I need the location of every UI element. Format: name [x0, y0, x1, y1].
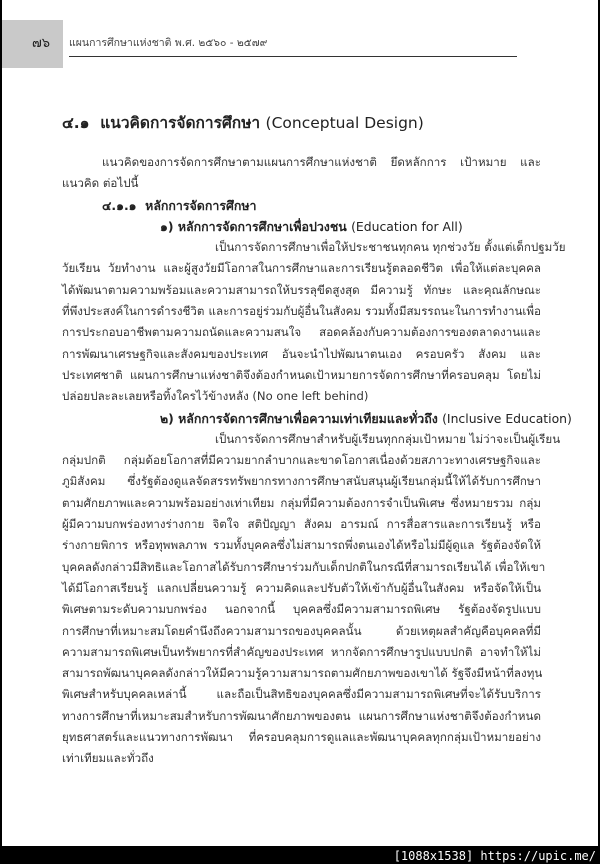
subsection-title: หลักการจัดการศึกษา: [145, 197, 257, 213]
text-line: ร่างกายพิการ หรือทุพพลภาพ รวมทั้งบุคคลซึ่งไม่สามารถพึ่งตนเองได้หรือไม่มีผู้ดูแล รัฐต้องจัดให้: [62, 538, 541, 553]
body-text: [62, 152, 572, 770]
principle-1-label-en: (Education for All): [351, 218, 463, 234]
section-title-en: (Conceptual Design): [265, 114, 424, 132]
principle-1-heading: [62, 216, 541, 237]
text-line: สามารถพัฒนาบุคคลดังกล่าวให้มีความรู้ความสามารถตามศักยภาพของเขาได้ รัฐจึงมีหน้าที่ลงทุน: [62, 666, 543, 681]
text-line: ตามศักยภาพและความพร้อมอย่างเท่าเทียม กลุ่มที่มีความต้องการจำเป็นพิเศษ ซึ่งหมายรวม กลุ่ม: [62, 495, 541, 510]
section-title: แนวคิดการจัดการศึกษา: [100, 114, 261, 132]
text-line: พิเศษสำหรับบุคคลเหล่านี้ และถือเป็นสิทธิของบุคคลซึ่งมีความสามารถพิเศษที่จะได้รับบริการ: [62, 687, 541, 702]
text-line: ภูมิสังคม ซึ่งรัฐต้องดูแลจัดสรรทรัพยากรทางการศึกษาสนับสนุนผู้เรียนกลุ่มนี้ให้ได้รับการศึกษา: [62, 474, 541, 489]
principle-2-label: ๒) หลักการจัดการศึกษาเพื่อความเท่าเทียมและทั่วถึง: [160, 410, 438, 426]
text-line: กลุ่มปกติ กลุ่มด้อยโอกาสที่มีความยากลำบากและขาดโอกาสเนื่องด้วยสภาวะทางเศรษฐกิจและ: [62, 453, 541, 468]
text-line: แนวคิด ต่อไปนี้: [62, 176, 139, 191]
text-line: เท่าเทียมและทั่วถึง: [62, 751, 154, 766]
text-line: ได้พัฒนาตามความพร้อมและความสามารถให้บรรลุขีดสูงสุด มีความรู้ ทักษะ และคุณลักษณะ: [62, 282, 541, 297]
text-line: ผู้มีความบกพร่องทางร่างกาย จิตใจ สติปัญญา สังคม อารมณ์ การสื่อสารและการเรียนรู้ หรือ: [62, 517, 541, 532]
section-number: ๔.๑: [62, 114, 90, 132]
document-page: [2, 0, 598, 846]
principle-2-heading: [62, 408, 572, 429]
text-line: ที่พึงประสงค์ในการดำรงชีวิต และการอยู่ร่วมกับผู้อื่นในสังคม รวมทั้งมีสมรรถนะในการทำงานเพื่อ: [62, 304, 541, 319]
text-line: ประเทศชาติ แผนการศึกษาแห่งชาติจึงต้องกำหนดเป้าหมายการจัดการศึกษาที่ครอบคลุม โดยไม่: [62, 367, 541, 382]
text-line: เป็นการจัดการศึกษาสำหรับผู้เรียนทุกกลุ่มเป้าหมาย ไม่ว่าจะเป็นผู้เรียน: [215, 431, 561, 446]
text-line: การศึกษาที่เหมาะสมโดยคำนึงถึงความสามารถของบุคคลนั้น ด้วยเหตุผลสำคัญคือบุคคลที่มี: [62, 623, 541, 638]
section-heading: [62, 110, 424, 135]
principle-1-label: ๑) หลักการจัดการศึกษาเพื่อปวงชน: [160, 218, 347, 234]
text-line: เป็นการจัดการศึกษาเพื่อให้ประชาชนทุกคน ทุกช่วงวัย ตั้งแต่เด็กปฐมวัย: [215, 240, 566, 255]
watermark: [1088x1538] https://upic.me/: [393, 849, 596, 863]
text-line: ได้มีโอกาสเรียนรู้ แลกเปลี่ยนความรู้ ความคิดและปรับตัวให้เข้ากับผู้อื่นในสังคม หรือจัดให้เป็น: [62, 580, 541, 595]
text-line: พิเศษตามระดับความบกพร่อง นอกจากนี้ บุคคลซึ่งมีความสามารถพิเศษ รัฐต้องจัดรูปแบบ: [62, 602, 541, 617]
principle-2-label-en: (Inclusive Education): [442, 410, 572, 426]
subsection-number: ๔.๑.๑: [102, 197, 137, 213]
running-header: แผนการศึกษาแห่งชาติ พ.ศ. ๒๕๖๐ - ๒๕๗๙: [69, 37, 268, 49]
principle-2-paragraph: [62, 429, 561, 770]
text-line: ความสามารถพิเศษเป็นทรัพยากรที่สำคัญของประเทศ หากจัดการศึกษารูปแบบปกติ อาจทำให้ไม่: [62, 644, 541, 659]
text-line: ปล่อยปละละเลยหรือทิ้งใครไว้ข้างหลัง (No one left behind): [62, 389, 369, 404]
text-line: ยุทธศาสตร์และแนวทางการพัฒนา ที่ครอบคลุมการดูแลและพัฒนาบุคคลทุกกลุ่มเป้าหมายอย่าง: [62, 730, 541, 745]
text-line: การประกอบอาชีพตามความถนัดและความสนใจ สอดคล้องกับความต้องการของตลาดงานและ: [62, 325, 541, 340]
principle-1-paragraph: [62, 237, 566, 407]
page-number: ๗๖: [32, 36, 51, 51]
text-line: ทางการศึกษาที่เหมาะสมสำหรับการพัฒนาศักยภาพของตน แผนการศึกษาแห่งชาติจึงต้องกำหนด: [62, 708, 541, 723]
text-line: วัยเรียน วัยทำงาน และผู้สูงวัยมีโอกาสในการศึกษาและการเรียนรู้ตลอดชีวิต เพื่อให้แต่ละบุคคล: [62, 261, 541, 276]
text-line: บุคคลดังกล่าวมีสิทธิและโอกาสได้รับการศึกษาร่วมกับเด็กปกติในกรณีที่สามารถเรียนได้ เพื่อให้เขา: [62, 559, 546, 574]
header-divider: [69, 56, 517, 57]
text-line: แนวคิดของการจัดการศึกษาตามแผนการศึกษาแห่งชาติ ยึดหลักการ เป้าหมาย และ: [102, 155, 541, 169]
subsection-heading: [62, 195, 541, 216]
text-line: การพัฒนาเศรษฐกิจและสังคมของประเทศ อันจะนำไปพัฒนาตนเอง ครอบครัว สังคม และ: [62, 346, 541, 361]
